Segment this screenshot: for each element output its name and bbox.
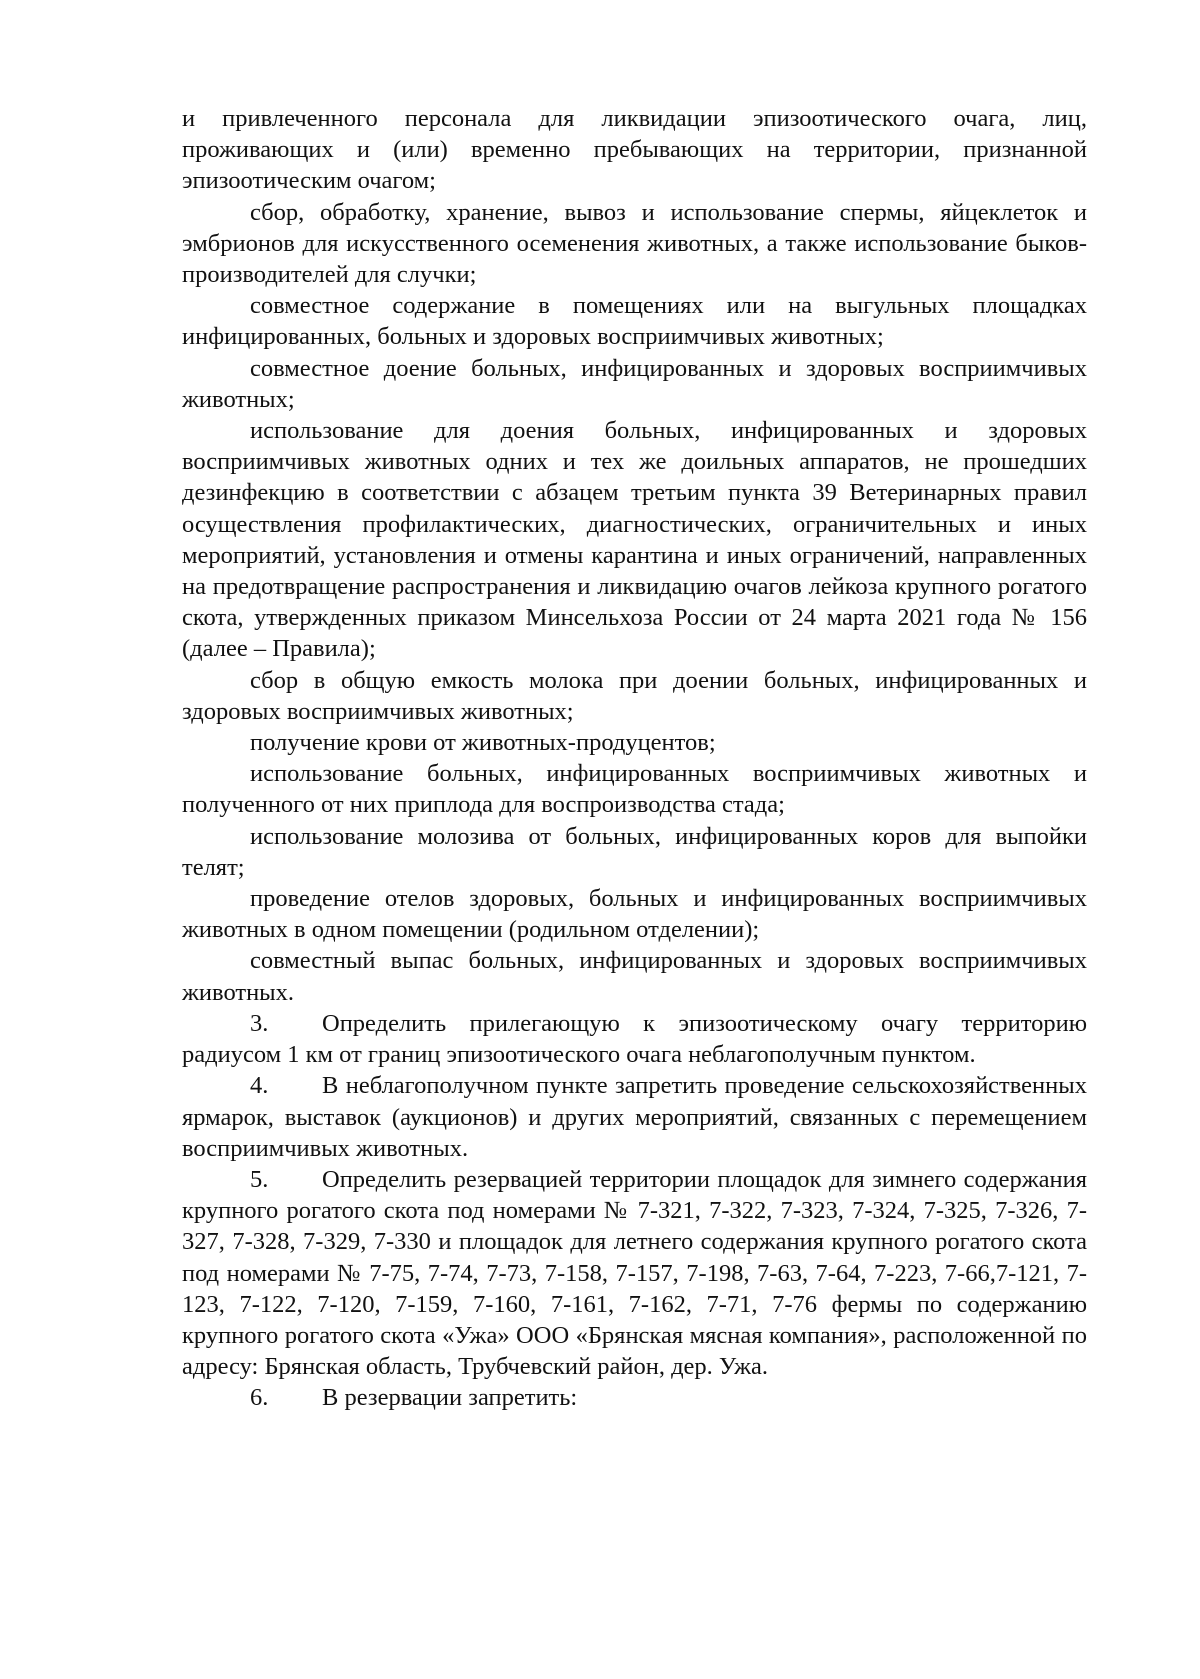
numbered-item-5 xyxy=(182,1164,1087,1382)
paragraph-grazing: совместный выпас больных, инфицированных и здоровых восприимчивых животных. xyxy=(182,947,1087,1006)
item-number: 4. xyxy=(250,1072,269,1100)
paragraph-joint-milking: совместное доение больных, инфицированных и здоровых восприимчивых животных; xyxy=(182,354,1087,413)
paragraph-colostrum: использование молозива от больных, инфицированных коров для выпойки телят; xyxy=(182,822,1087,881)
item-text: Определить резервацией территории площадок для зимнего содержания крупного рогатого скота под номерами № 7-321, 7-322, 7-323, 7-324, 7-325, 7-326, 7-327, 7-328, 7-329, 7-330 и площадок для летнего содержания крупного рогатого скота под номерами № 7-75, 7-74, 7-73, 7-158, 7-157, 7-198, 7-63, 7-64, 7-223, 7-66,7-121, 7-123, 7-122, 7-120, 7-159, 7-160, 7-161, 7-162, 7-71, 7-76 фермы по содержанию крупного рогатого скота «Ужа» ООО «Брянская мясная компания», расположенной по адресу: Брянская область, Трубчевский район, дер. Ужа. xyxy=(182,1165,1087,1381)
numbered-item-3 xyxy=(182,1008,1087,1070)
document-page xyxy=(182,103,1087,1414)
item-text: В неблагополучном пункте запретить проведение сельскохозяйственных ярмарок, выставок (аукционов) и других мероприятий, связанных с перемещением восприимчивых животных. xyxy=(182,1072,1087,1162)
numbered-item-6 xyxy=(182,1382,1087,1413)
paragraph-calving: проведение отелов здоровых, больных и инфицированных восприимчивых животных в одном помещении (родильном отделении); xyxy=(182,885,1087,944)
paragraph-joint-keeping: совместное содержание в помещениях или на выгульных площадках инфицированных, больных и здоровых восприимчивых животных; xyxy=(182,292,1087,351)
paragraph-personnel: и привлеченного персонала для ликвидации эпизоотического очага, лиц, проживающих и (или) временно пребывающих на территории, признанной эпизоотическим очагом; xyxy=(182,105,1087,195)
paragraph-milk-collection: сбор в общую емкость молока при доении больных, инфицированных и здоровых восприимчивых животных; xyxy=(182,666,1087,725)
paragraph-reproduction: использование больных, инфицированных восприимчивых животных и полученного от них приплода для воспроизводства стада; xyxy=(182,760,1087,819)
paragraph-blood-collection: получение крови от животных-продуцентов; xyxy=(250,729,716,757)
paragraph-milking-devices: использование для доения больных, инфицированных и здоровых восприимчивых животных одних и тех же доильных аппаратов, не прошедших дезинфекцию в соответствии с абзацем третьим пункта 39 Ветеринарных правил осуществления профилактических, диагностических, ограничительных и иных мероприятий, установления и отмены карантина и иных ограничений, направленных на предотвращение распространения и ликвидацию очагов лейкоза крупного рогатого скота, утвержденных приказом Минсельхоза России от 24 марта 2021 года № 156 (далее – Правила); xyxy=(182,417,1087,663)
item-number: 3. xyxy=(250,1009,269,1037)
item-text: Определить прилегающую к эпизоотическому очагу территорию радиусом 1 км от границ эпизоотического очага неблагополучным пунктом. xyxy=(182,1009,1087,1069)
numbered-item-4 xyxy=(182,1070,1087,1164)
item-number: 5. xyxy=(250,1165,269,1193)
paragraph-sperm-collection: сбор, обработку, хранение, вывоз и использование спермы, яйцеклеток и эмбрионов для искусственного осеменения животных, а также использование быков-производителей для случки; xyxy=(182,198,1087,289)
item-number: 6. xyxy=(250,1384,269,1412)
item-text: В резервации запретить: xyxy=(322,1384,578,1412)
